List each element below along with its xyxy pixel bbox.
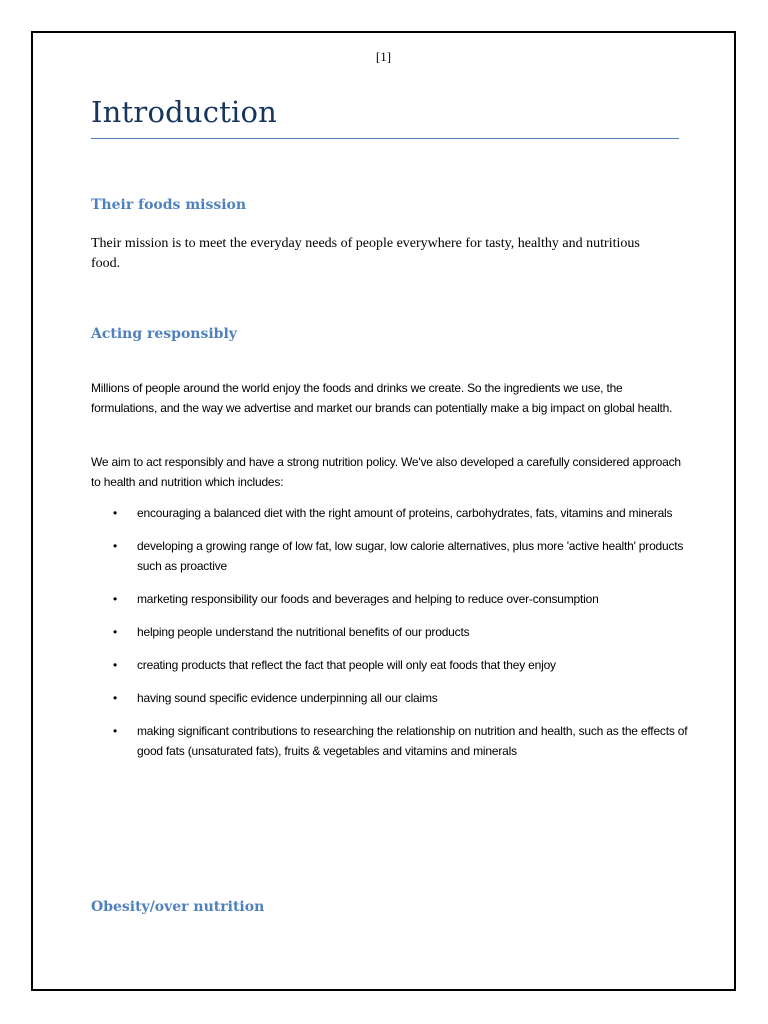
responsibly-paragraph-1: Millions of people around the world enjoy the foods and drinks we create. So the ingredients we use, the formulations, and the way we advertise and market our brands can potentially make a big impact on global health. [91,381,673,415]
list-item: • having sound specific evidence underpinning all our claims [91,688,691,708]
page-title: Introduction [91,95,278,129]
page-number: [1] [375,49,392,64]
heading-obesity: Obesity/over nutrition [91,899,265,915]
list-item: • developing a growing range of low fat, low sugar, low calorie alternatives, plus more 'active health' products such as proactive [91,536,691,576]
list-item: • marketing responsibility our foods and beverages and helping to reduce over-consumption [91,589,691,609]
document-page [31,31,736,991]
mission-text: Their mission is to meet the everyday needs of people everywhere for tasty, healthy and nutritious food. [91,236,640,271]
nutrition-approach-list [91,503,691,774]
list-item: • helping people understand the nutritional benefits of our products [91,622,691,642]
heading-mission: Their foods mission [91,197,247,213]
list-item: • making significant contributions to researching the relationship on nutrition and health, such as the effects of good fats (unsaturated fats), fruits & vegetables and vitamins and minerals [91,721,691,761]
heading-acting-responsibly: Acting responsibly [91,326,237,342]
responsibly-paragraph-2: We aim to act responsibly and have a strong nutrition policy. We've also developed a carefully considered approach to health and nutrition which includes: [91,455,681,489]
list-item: • creating products that reflect the fact that people will only eat foods that they enjoy [91,655,691,675]
title-underline [91,138,679,139]
list-item: • encouraging a balanced diet with the right amount of proteins, carbohydrates, fats, vitamins and minerals [91,503,691,523]
